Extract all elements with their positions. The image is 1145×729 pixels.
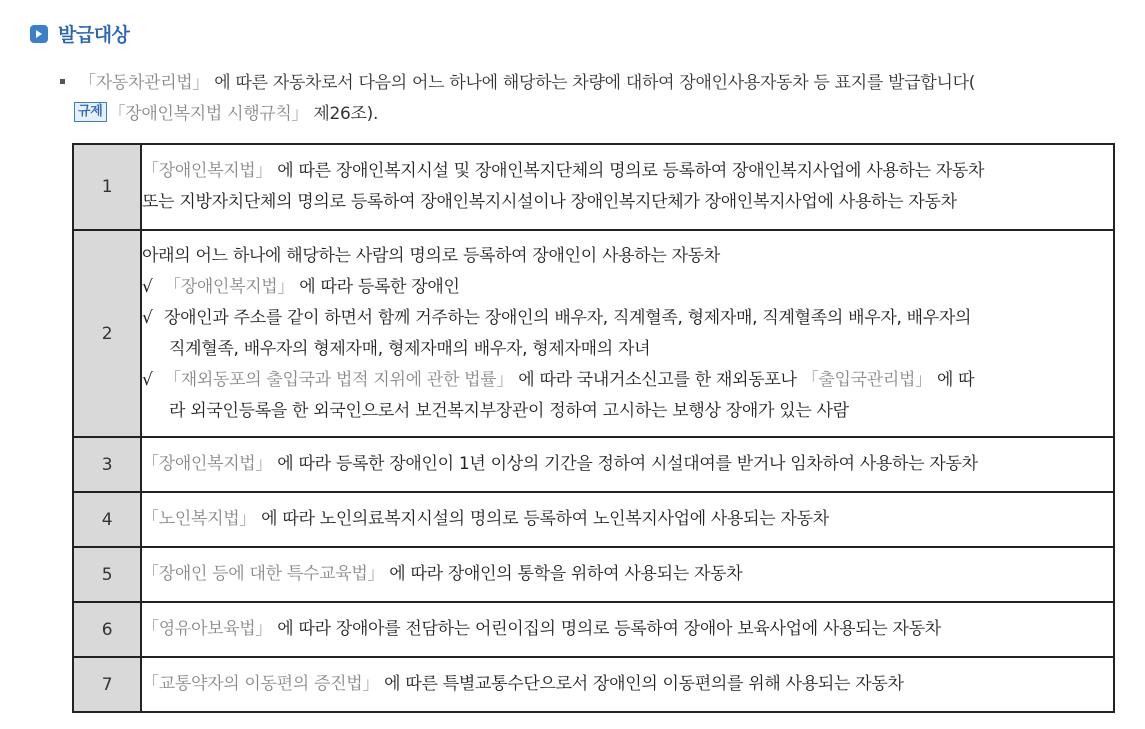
check-mark-icon: √ (142, 307, 153, 328)
list-item (142, 303, 1113, 334)
row-text: 에 따라 등록한 장애인이 1년 이상의 기간을 정하여 시설대여를 받거나 임차하여 사용하는 자동차 (272, 454, 978, 474)
row-number: 3 (73, 437, 141, 492)
intro-text: 에 따른 자동차로서 다음의 어느 하나에 해당하는 차량에 대하여 장애인사용자동차 등 표지를 발급합니다( (209, 73, 976, 93)
square-bullet-icon (60, 79, 65, 84)
row-text: 에 따라 장애아를 전담하는 어린이집의 명의로 등록하여 장애아 보육사업에 사용되는 자동차 (272, 619, 941, 639)
table-row (73, 437, 1114, 492)
row-number: 6 (73, 602, 141, 657)
section-header (30, 20, 129, 47)
law-link[interactable]: 「장애인복지법」 (142, 454, 273, 474)
row-text: 또는 지방자치단체의 명의로 등록하여 장애인복지시설이나 장애인복지단체가 장애인복지사업에 사용하는 자동차 (142, 192, 957, 212)
law-link[interactable]: 「영유아보육법」 (142, 619, 273, 639)
row-description (141, 437, 1114, 492)
table-row (73, 144, 1114, 230)
row-description (141, 657, 1114, 712)
check-mark-icon: √ (142, 369, 153, 390)
regulation-article: 제26조). (308, 104, 379, 124)
row-text: 장애인과 주소를 같이 하면서 함께 거주하는 장애인의 배우자, 직계혈족, 형제자매, 직계혈족의 배우자, 배우자의 (164, 307, 972, 328)
row-number: 4 (73, 492, 141, 547)
law-link[interactable]: 「재외동포의 출입국과 법적 지위에 관한 법률」 (164, 369, 514, 390)
row-text: 에 따 (931, 369, 975, 390)
row-description (141, 602, 1114, 657)
row-text: 라 외국인등록을 한 외국인으로서 보건복지부장관이 정하여 고시하는 보행상 장애가 있는 사람 (169, 400, 849, 421)
row-description (141, 492, 1114, 547)
row-text: 에 따라 등록한 장애인 (294, 276, 460, 297)
play-triangle-icon (30, 25, 48, 43)
row-text: 에 따라 장애인의 통학을 위하여 사용되는 자동차 (384, 564, 743, 584)
section-title: 발급대상 (58, 24, 130, 46)
law-link[interactable]: 「노인복지법」 (142, 509, 257, 529)
table-row (73, 657, 1114, 712)
list-item (142, 272, 1113, 303)
row-number: 1 (73, 144, 141, 230)
law-link[interactable]: 「장애인 등에 대한 특수교육법」 (142, 564, 385, 584)
intro-paragraph (60, 68, 1130, 130)
row-number: 5 (73, 547, 141, 602)
row-number: 2 (73, 230, 141, 437)
row-text: 직계혈족, 배우자의 형제자매, 형제자매의 배우자, 형제자매의 자녀 (169, 338, 651, 359)
eligibility-table (72, 143, 1115, 713)
law-link[interactable]: 「장애인복지법」 (164, 276, 295, 297)
law-link[interactable]: 「출입국관리법」 (801, 369, 932, 390)
law-link[interactable]: 「교통약자의 이동편의 증진법」 (142, 674, 380, 694)
table-row (73, 602, 1114, 657)
row-description (141, 144, 1114, 230)
row-text: 에 따라 노인의료복지시설의 명의로 등록하여 노인복지사업에 사용되는 자동차 (256, 509, 829, 529)
table-row (73, 492, 1114, 547)
list-item (142, 365, 1113, 396)
row-description (141, 230, 1114, 437)
law-link[interactable]: 「자동차관리법」 (79, 73, 210, 93)
law-link[interactable]: 「장애인복지법」 (142, 161, 273, 181)
table-row (73, 230, 1114, 437)
row-text: 에 따라 국내거소신고를 한 재외동포나 (513, 369, 802, 390)
row-number: 7 (73, 657, 141, 712)
table-row (73, 547, 1114, 602)
row-text: 에 따른 장애인복지시설 및 장애인복지단체의 명의로 등록하여 장애인복지사업에 사용하는 자동차 (272, 161, 985, 181)
row-text: 에 따른 특별교통수단으로서 장애인의 이동편의를 위해 사용되는 자동차 (379, 674, 904, 694)
row-description (141, 547, 1114, 602)
check-mark-icon: √ (142, 276, 153, 297)
row-lead-text: 아래의 어느 하나에 해당하는 사람의 명의로 등록하여 장애인이 사용하는 자동차 (142, 245, 720, 266)
regulation-law-link[interactable]: 「장애인복지법 시행규칙」 (108, 104, 309, 124)
regulation-badge[interactable]: 규제 (74, 102, 107, 122)
